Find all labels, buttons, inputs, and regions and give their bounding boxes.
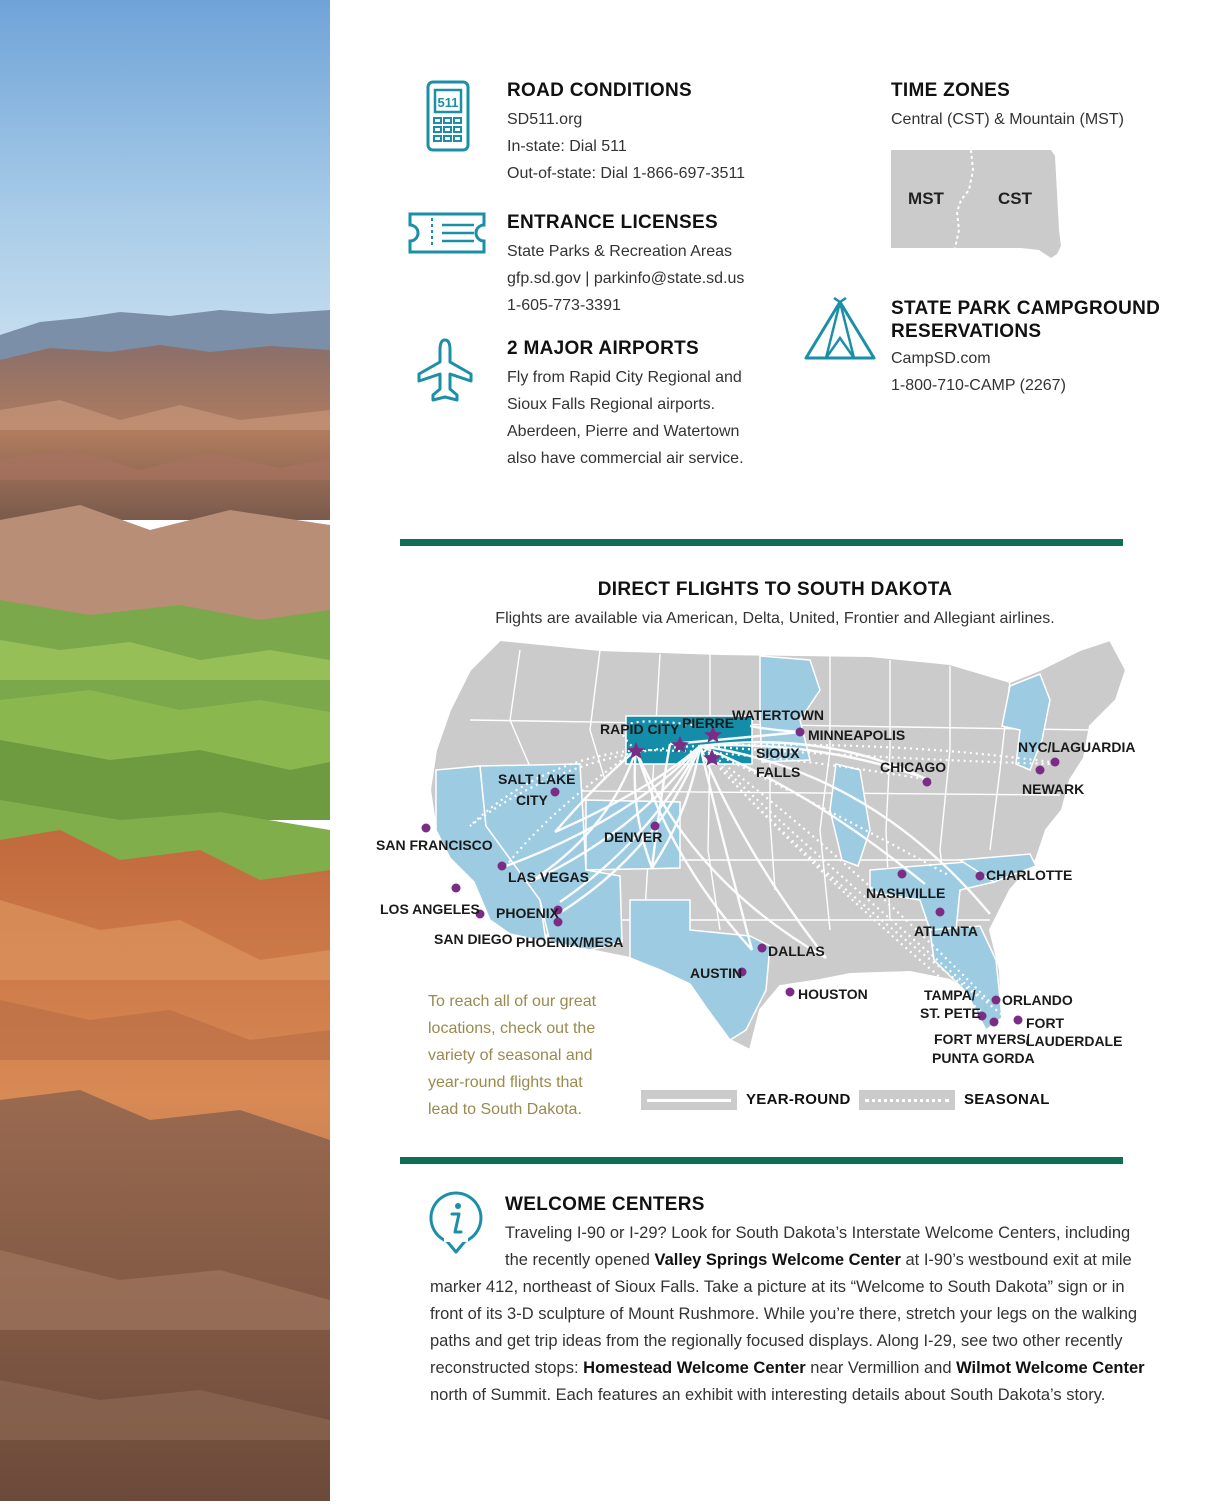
- campground-title: [891, 297, 1160, 343]
- label-los-angeles: LOS ANGELES: [380, 901, 480, 917]
- airports-line-1: Fly from Rapid City Regional and: [507, 369, 742, 386]
- airports-details: [507, 364, 744, 472]
- label-tampa-1: TAMPA/: [924, 987, 976, 1003]
- road-instate-phone: In-state: Dial 511: [507, 138, 627, 155]
- welcome-line-1: Traveling I-90 or I-29? Look for South Dakota’s Interstate Welcome Centers, including: [505, 1224, 1131, 1242]
- airports-line-2: Sioux Falls Regional airports.: [507, 396, 716, 413]
- label-nyc: NYC/LAGUARDIA: [1018, 739, 1136, 755]
- dot-orlando: [992, 996, 1001, 1005]
- dot-salt-lake-city: [551, 788, 560, 797]
- badlands-photo: [0, 0, 330, 1501]
- label-nashville: NASHVILLE: [866, 885, 946, 901]
- side-note-line-4: year-round flights that: [428, 1074, 583, 1091]
- info-panel: [330, 0, 1200, 1501]
- legend-year-round-label: YEAR-ROUND: [746, 1091, 851, 1108]
- label-sioux-falls-2: FALLS: [756, 764, 801, 780]
- dot-fort-lauderdale: [1014, 1016, 1023, 1025]
- dot-newark: [1036, 766, 1045, 775]
- welcome-line-7: north of Summit. Each features an exhibit with interesting details about South Dakota’s story.: [430, 1386, 1106, 1404]
- welcome-centers-title: WELCOME CENTERS: [505, 1194, 705, 1215]
- entrance-licenses-title: ENTRANCE LICENSES: [507, 212, 718, 233]
- campground-website[interactable]: CampSD.com: [891, 350, 991, 367]
- wilmot-name: Wilmot Welcome Center: [956, 1359, 1145, 1377]
- info-icon: [428, 1190, 484, 1259]
- dot-houston: [786, 988, 795, 997]
- dot-las-vegas: [498, 862, 507, 871]
- label-san-diego: SAN DIEGO: [434, 931, 513, 947]
- side-note-line-2: locations, check out the: [428, 1020, 596, 1037]
- welcome-line-6c: near Vermillion and: [805, 1359, 957, 1377]
- section-divider-bottom: [400, 1157, 1123, 1164]
- flights-subtitle: Flights are available via American, Delta, United, Frontier and Allegiant airlines.: [495, 610, 1055, 627]
- label-fort-myers-1: FORT MYERS/: [934, 1031, 1030, 1047]
- svg-text:511: 511: [437, 95, 459, 110]
- dot-minneapolis: [796, 728, 805, 737]
- homestead-name: Homestead Welcome Center: [583, 1359, 806, 1377]
- licenses-parks-text: State Parks & Recreation Areas: [507, 243, 732, 260]
- road-website[interactable]: SD511.org: [507, 111, 583, 128]
- cst-label: CST: [998, 189, 1032, 208]
- welcome-line-6a: reconstructed stops:: [430, 1359, 584, 1377]
- welcome-line-3: marker 412, northeast of Sioux Falls. Take a picture at its “Welcome to South Dakota” sign or in: [430, 1278, 1125, 1296]
- section-divider-top: [400, 539, 1123, 546]
- road-conditions-details: [507, 106, 745, 187]
- legend-year-round-swatch: [641, 1090, 737, 1110]
- welcome-line-2a: the recently opened: [505, 1251, 655, 1269]
- airports-line-3: Aberdeen, Pierre and Watertown: [507, 423, 740, 440]
- road-outofstate-phone: Out-of-state: Dial 1-866-697-3511: [507, 165, 746, 182]
- label-orlando: ORLANDO: [1002, 992, 1073, 1008]
- time-zones-subtitle: Central (CST) & Mountain (MST): [891, 111, 1124, 128]
- label-pierre: PIERRE: [682, 715, 735, 731]
- label-charlotte: CHARLOTTE: [986, 867, 1073, 883]
- label-rapid-city: RAPID CITY: [600, 721, 680, 737]
- dot-nashville: [898, 870, 907, 879]
- label-houston: HOUSTON: [798, 986, 868, 1002]
- label-denver: DENVER: [604, 829, 663, 845]
- licenses-phone: 1-605-773-3391: [507, 297, 621, 314]
- airplane-icon: [416, 337, 474, 408]
- legend-seasonal-label: SEASONAL: [964, 1091, 1050, 1108]
- label-las-vegas: LAS VEGAS: [508, 869, 589, 885]
- entrance-licenses-details: [507, 238, 744, 319]
- campground-title-line-1: STATE PARK CAMPGROUND: [891, 298, 1161, 319]
- dot-fort-myers: [990, 1018, 999, 1027]
- road-conditions-title: ROAD CONDITIONS: [507, 80, 692, 101]
- label-newark: NEWARK: [1022, 781, 1085, 797]
- airports-title: 2 MAJOR AIRPORTS: [507, 338, 700, 359]
- label-fort-lauderdale-1: FORT: [1026, 1015, 1065, 1031]
- label-phoenix: PHOENIX: [496, 905, 560, 921]
- campground-title-line-2: RESERVATIONS: [891, 321, 1042, 342]
- label-minneapolis: MINNEAPOLIS: [808, 727, 906, 743]
- label-slc-2: CITY: [516, 792, 548, 808]
- welcome-line-2: [505, 1247, 1132, 1274]
- dot-atlanta: [936, 908, 945, 917]
- dot-dallas: [758, 944, 767, 953]
- label-san-francisco: SAN FRANCISCO: [376, 837, 493, 853]
- campground-phone: 1-800-710-CAMP (2267): [891, 377, 1066, 394]
- dot-san-francisco: [422, 824, 431, 833]
- valley-springs-name: Valley Springs Welcome Center: [654, 1251, 901, 1269]
- label-sioux-falls-1: SIOUX: [756, 745, 800, 761]
- campground-details: [891, 345, 1066, 399]
- licenses-contact-links[interactable]: gfp.sd.gov | parkinfo@state.sd.us: [507, 270, 745, 287]
- flights-side-note: [428, 988, 596, 1123]
- flights-title: DIRECT FLIGHTS TO SOUTH DAKOTA: [597, 579, 953, 600]
- label-tampa-2: ST. PETE: [920, 1005, 981, 1021]
- tent-icon: [804, 298, 876, 367]
- label-phoenix-mesa: PHOENIX/MESA: [516, 934, 624, 950]
- mst-label: MST: [908, 189, 944, 208]
- dot-nyc: [1051, 758, 1060, 767]
- phone-511-icon: [426, 80, 470, 157]
- side-note-line-3: variety of seasonal and: [428, 1047, 593, 1064]
- side-note-line-1: To reach all of our great: [428, 993, 597, 1010]
- label-atlanta: ATLANTA: [914, 923, 979, 939]
- label-chicago: CHICAGO: [880, 759, 947, 775]
- label-slc-1: SALT LAKE: [498, 771, 576, 787]
- landscape-illustration: [0, 0, 330, 1501]
- welcome-line-5: paths and get trip ideas from the regionally focused displays. Along I-29, see two other recently: [430, 1332, 1123, 1350]
- welcome-line-2c: at I-90’s westbound exit at mile: [900, 1251, 1132, 1269]
- time-zones-title: TIME ZONES: [891, 80, 1011, 101]
- welcome-line-4: front of its 3-D sculpture of Mount Rushmore. While you’re there, stretch your legs on the walking: [430, 1305, 1138, 1323]
- welcome-line-6: [430, 1355, 1145, 1382]
- label-watertown: WATERTOWN: [732, 707, 825, 723]
- south-dakota-timezone-map: [891, 150, 1063, 267]
- airports-line-4: also have commercial air service.: [507, 450, 744, 467]
- dot-los-angeles: [452, 884, 461, 893]
- legend-seasonal-swatch: [859, 1090, 955, 1110]
- dot-chicago: [923, 778, 932, 787]
- dot-charlotte: [976, 872, 985, 881]
- label-fort-lauderdale-2: LAUDERDALE: [1026, 1033, 1123, 1049]
- label-austin: AUSTIN: [690, 965, 743, 981]
- label-fort-myers-2: PUNTA GORDA: [932, 1050, 1035, 1066]
- label-dallas: DALLAS: [768, 943, 825, 959]
- ticket-icon: [406, 210, 488, 261]
- side-note-line-5: lead to South Dakota.: [428, 1101, 582, 1118]
